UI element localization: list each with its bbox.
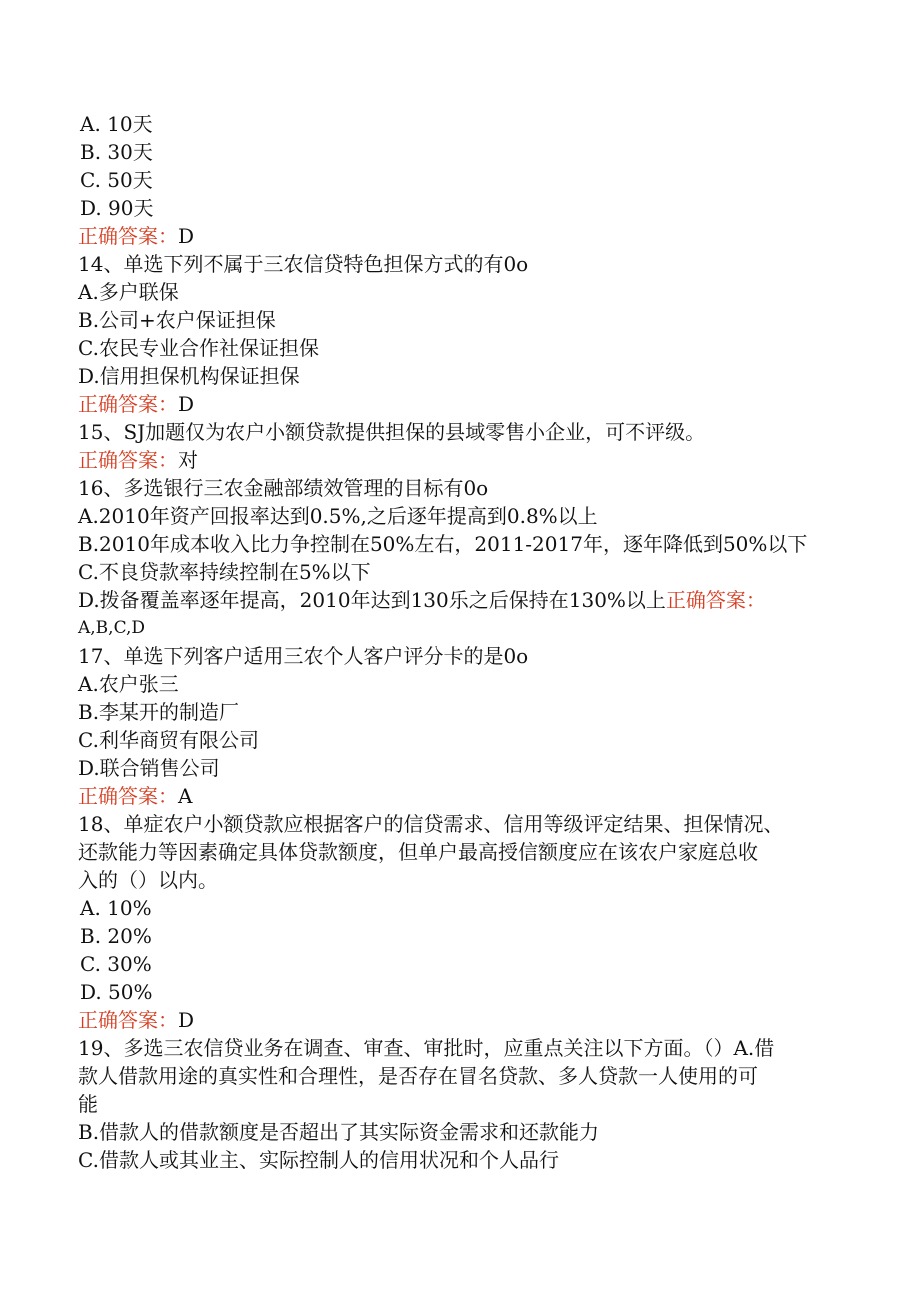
q13-answer-label: 正确答案： — [78, 224, 178, 248]
q15-answer-value: 对 — [178, 448, 198, 472]
q17-question: 17、单选下列客户适用三农个人客户评分卡的是0o — [78, 644, 529, 668]
q14-question: 14、单选下列不属于三农信贷特色担保方式的有0o — [78, 252, 529, 276]
q17-answer-value: A — [178, 784, 193, 808]
q18-question-line-2: 还款能力等因素确定具体贷款额度，但单户最高授信额度应在该农户家庭总收 — [78, 840, 758, 864]
q19-question-line-2: 款人借款用途的真实性和合理性，是否存在冒名贷款、多人贷款一人使用的可 — [78, 1064, 758, 1088]
q16-answer-value: A,B,C,D — [78, 618, 146, 638]
q13-option-b: B. 30天 — [80, 140, 153, 164]
q13-answer — [78, 222, 838, 250]
q18-option-d: D. 50% — [80, 980, 153, 1004]
q15-question: 15、SJ加题仅为农户小额贷款提供担保的县域零售小企业，可不评级。 — [78, 420, 706, 444]
q13-answer-value: D — [178, 224, 195, 248]
q18-option-a: A. 10% — [80, 896, 152, 920]
q18-answer-value: D — [178, 1008, 195, 1032]
q16-option-d: D.拨备覆盖率逐年提高，2010年达到130乐之后保持在130%以上 — [78, 588, 666, 612]
q17-option-c: C.利华商贸有限公司 — [78, 728, 259, 752]
q13-option-c: C. 50天 — [80, 168, 153, 192]
q14-option-c: C.农民专业合作社保证担保 — [78, 336, 319, 360]
q14-answer — [78, 390, 838, 418]
q14-option-a: A.多户联保 — [78, 280, 179, 304]
q19-option-c: C.借款人或其业主、实际控制人的信用状况和个人品行 — [78, 1148, 559, 1172]
q16-answer-label: 正确答案： — [665, 588, 766, 612]
q18-answer — [78, 1006, 838, 1034]
q13-option-d: D. 90天 — [80, 196, 154, 220]
q17-option-b: B.李某开的制造厂 — [78, 700, 240, 724]
q16-question: 16、多选银行三农金融部绩效管理的目标有0o — [78, 476, 489, 500]
q13-option-a: A. 10天 — [80, 112, 153, 136]
q15-answer — [78, 446, 838, 474]
q14-answer-label: 正确答案： — [78, 392, 178, 416]
q14-option-b: B.公司+农户保证担保 — [78, 308, 276, 332]
q18-option-c: C. 30% — [80, 952, 152, 976]
q18-question-line-1: 18、单症农户小额贷款应根据客户的信贷需求、信用等级评定结果、担保情况、 — [78, 812, 784, 836]
q17-answer — [78, 782, 838, 810]
q19-option-b: B.借款人的借款额度是否超出了其实际资金需求和还款能力 — [78, 1120, 600, 1144]
q17-option-d: D.联合销售公司 — [78, 756, 220, 780]
q16-option-b: B.2010年成本收入比力争控制在50%左右，2011-2017年，逐年降低到50%以下 — [78, 532, 808, 556]
q18-option-b: B. 20% — [80, 924, 152, 948]
q19-question-line-3: 能 — [78, 1092, 98, 1116]
q15-answer-label: 正确答案： — [78, 448, 178, 472]
document-content — [78, 110, 838, 1174]
q17-answer-label: 正确答案： — [78, 784, 178, 808]
q14-answer-value: D — [178, 392, 195, 416]
q16-option-a: A.2010年资产回报率达到0.5%,之后逐年提高到0.8%以上 — [78, 504, 598, 528]
q19-question-line-1: 19、多选三农信贷业务在调查、审查、审批时，应重点关注以下方面。（）A.借 — [78, 1036, 775, 1060]
q16-option-c: C.不良贷款率持续控制在5%以下 — [78, 560, 371, 584]
q17-option-a: A.农户张三 — [78, 672, 179, 696]
q14-option-d: D.信用担保机构保证担保 — [78, 364, 300, 388]
q18-question-line-3: 入的（）以内。 — [78, 868, 218, 892]
q16-option-d-with-answer — [78, 586, 838, 614]
q18-answer-label: 正确答案： — [78, 1008, 178, 1032]
